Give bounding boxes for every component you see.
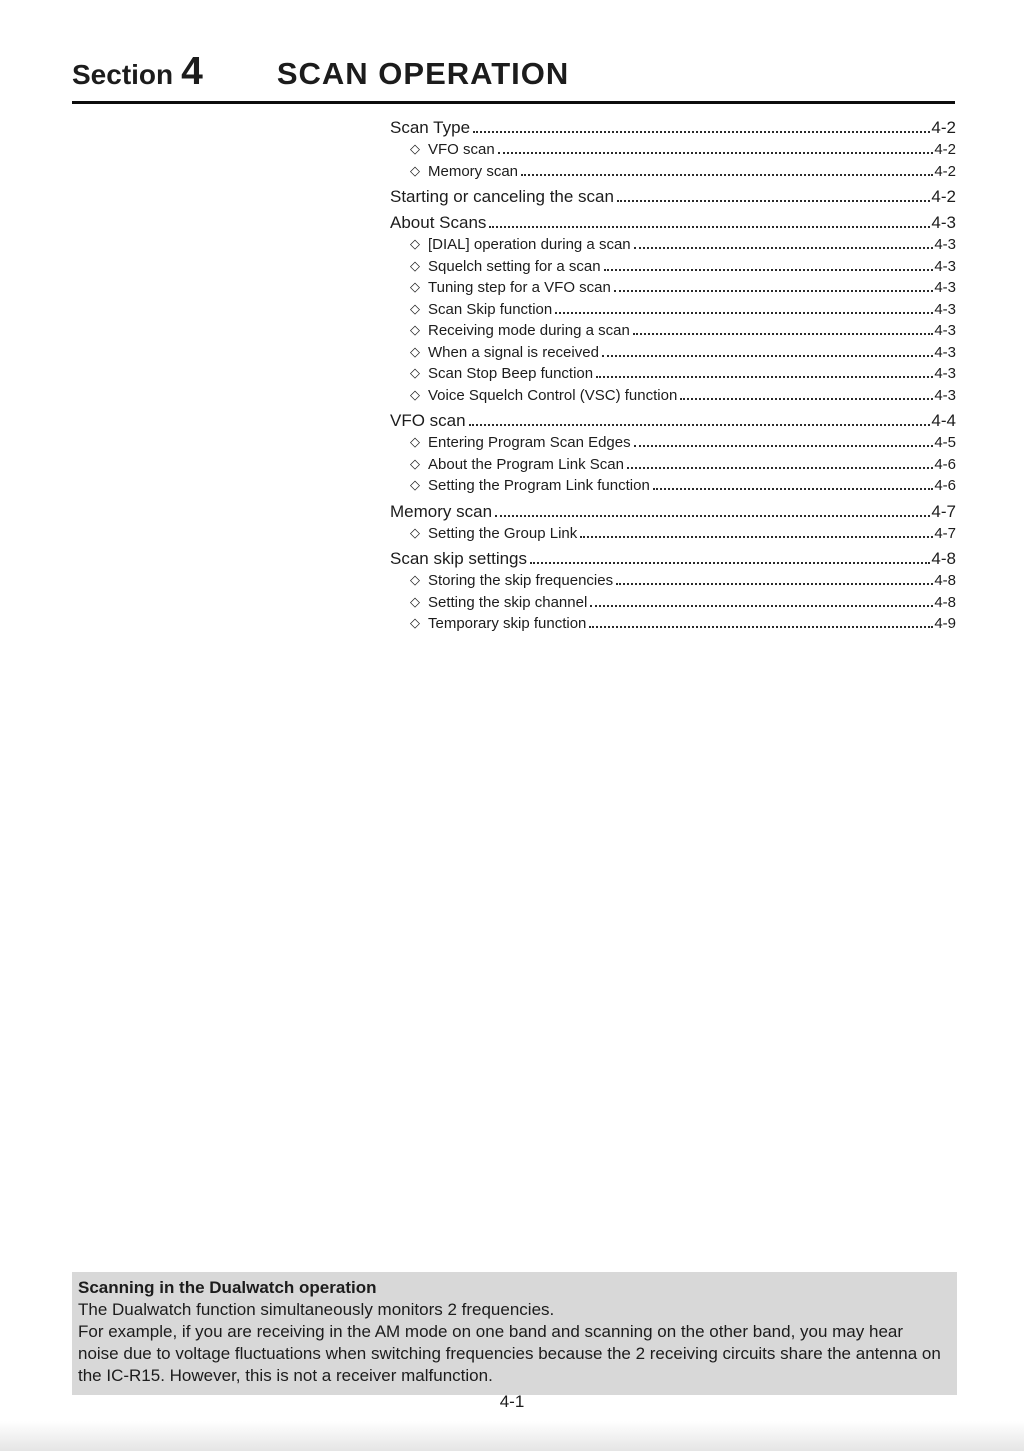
toc-entry bbox=[390, 454, 956, 476]
toc-entry-page: 4-3 bbox=[931, 213, 956, 232]
toc-entry-label: Memory scan bbox=[428, 162, 519, 180]
toc-entry bbox=[390, 410, 956, 432]
dotted-leader bbox=[680, 398, 933, 400]
diamond-bullet-icon: ◇ bbox=[410, 477, 420, 492]
dotted-leader bbox=[530, 562, 930, 564]
toc-entry-page: 4-2 bbox=[931, 187, 956, 206]
toc-entry-page: 4-2 bbox=[934, 141, 956, 158]
toc-entry bbox=[390, 299, 956, 321]
diamond-bullet-icon: ◇ bbox=[410, 279, 420, 294]
toc-entry-label: Temporary skip function bbox=[428, 615, 587, 632]
toc-entry-page: 4-4 bbox=[931, 411, 956, 430]
toc-entry-label: Starting or canceling the scan bbox=[390, 187, 614, 206]
diamond-bullet-icon: ◇ bbox=[410, 386, 420, 402]
toc-entry-label: VFO scan bbox=[428, 141, 495, 158]
dotted-leader bbox=[555, 312, 933, 314]
dotted-leader bbox=[498, 152, 934, 154]
toc-entry bbox=[390, 161, 956, 183]
note-line: The Dualwatch function simultaneously monitors 2 frequencies. bbox=[78, 1300, 555, 1319]
toc-entry bbox=[390, 363, 956, 385]
toc-entry bbox=[390, 475, 956, 497]
toc-entry-page: 4-8 bbox=[934, 593, 956, 611]
page-title: SCAN OPERATION bbox=[276, 56, 570, 91]
dotted-leader bbox=[653, 488, 934, 490]
diamond-bullet-icon: ◇ bbox=[410, 322, 420, 337]
toc-entry-page: 4-3 bbox=[934, 300, 956, 318]
section-header bbox=[72, 50, 955, 104]
toc-entry-page: 4-2 bbox=[934, 162, 956, 180]
toc-entry bbox=[390, 613, 956, 635]
toc-entry-label: Entering Program Scan Edges bbox=[428, 434, 631, 451]
toc-entry-label: [DIAL] operation during a scan bbox=[428, 236, 631, 253]
dotted-leader bbox=[616, 583, 933, 585]
toc-entry bbox=[390, 186, 956, 208]
toc-entry-page: 4-3 bbox=[934, 365, 956, 382]
dotted-leader bbox=[590, 605, 933, 607]
dotted-leader bbox=[521, 174, 933, 176]
diamond-bullet-icon: ◇ bbox=[410, 455, 420, 471]
diamond-bullet-icon: ◇ bbox=[410, 434, 420, 449]
diamond-bullet-icon: ◇ bbox=[410, 236, 420, 251]
diamond-bullet-icon: ◇ bbox=[410, 524, 420, 540]
diamond-bullet-icon: ◇ bbox=[410, 593, 420, 609]
footer-page-number: 4-1 bbox=[499, 1392, 525, 1411]
diamond-bullet-icon: ◇ bbox=[410, 365, 420, 380]
toc-entry bbox=[390, 277, 956, 299]
toc-entry-page: 4-3 bbox=[934, 343, 956, 361]
toc-entry-page: 4-5 bbox=[934, 434, 956, 451]
diamond-bullet-icon: ◇ bbox=[410, 343, 420, 359]
toc-entry-page: 4-8 bbox=[934, 572, 956, 589]
toc-entry bbox=[390, 432, 956, 454]
toc-entry bbox=[390, 570, 956, 592]
dotted-leader bbox=[633, 333, 934, 335]
toc-entry bbox=[390, 117, 956, 139]
table-of-contents bbox=[390, 117, 956, 635]
toc-entry-page: 4-2 bbox=[931, 118, 956, 137]
toc-entry-label: Scan Type bbox=[390, 118, 471, 137]
toc-entry-label: Setting the skip channel bbox=[428, 593, 588, 611]
toc-entry-label: Squelch setting for a scan bbox=[428, 257, 601, 275]
toc-entry-label: Scan Skip function bbox=[428, 300, 553, 318]
diamond-bullet-icon: ◇ bbox=[410, 257, 420, 273]
toc-entry-page: 4-7 bbox=[934, 524, 956, 542]
toc-entry-label: Receiving mode during a scan bbox=[428, 322, 630, 339]
toc-entry-page: 4-9 bbox=[934, 615, 956, 632]
section-number: 4 bbox=[181, 50, 203, 93]
toc-entry-label: About Scans bbox=[390, 213, 487, 232]
toc-entry-page: 4-3 bbox=[934, 257, 956, 275]
toc-entry bbox=[390, 139, 956, 161]
diamond-bullet-icon: ◇ bbox=[410, 572, 420, 587]
diamond-bullet-icon: ◇ bbox=[410, 300, 420, 316]
toc-entry-label: Setting the Program Link function bbox=[428, 477, 650, 494]
toc-entry bbox=[390, 592, 956, 614]
toc-entry-label: About the Program Link Scan bbox=[428, 455, 624, 473]
dualwatch-note-box bbox=[72, 1272, 957, 1395]
diamond-bullet-icon: ◇ bbox=[410, 162, 420, 178]
dotted-leader bbox=[589, 626, 933, 628]
dotted-leader bbox=[627, 467, 933, 469]
dotted-leader bbox=[495, 515, 930, 517]
toc-entry-label: Scan skip settings bbox=[390, 549, 528, 568]
toc-entry-page: 4-3 bbox=[934, 322, 956, 339]
dotted-leader bbox=[469, 424, 931, 426]
note-title: Scanning in the Dualwatch operation bbox=[78, 1278, 377, 1297]
toc-entry-label: When a signal is received bbox=[428, 343, 599, 361]
toc-entry-label: Setting the Group Link bbox=[428, 524, 578, 542]
toc-entry-page: 4-6 bbox=[934, 455, 956, 473]
toc-entry-label: Voice Squelch Control (VSC) function bbox=[428, 386, 678, 404]
toc-entry bbox=[390, 501, 956, 523]
dotted-leader bbox=[602, 355, 933, 357]
toc-entry-page: 4-7 bbox=[931, 501, 956, 521]
page-bottom-shade bbox=[0, 1421, 1024, 1451]
toc-entry-label: VFO scan bbox=[390, 411, 466, 430]
toc-entry-label: Memory scan bbox=[390, 501, 493, 521]
toc-entry bbox=[390, 342, 956, 364]
dotted-leader bbox=[634, 247, 934, 249]
dotted-leader bbox=[634, 445, 934, 447]
note-paragraph: For example, if you are receiving in the AM mode on one band and scanning on the other band, you may hear noise due to voltage fluctuations when switching frequencies because the 2 receiving circuits share the antenna on the IC-R15. However, this is not a receiver malfunction. bbox=[78, 1322, 941, 1385]
toc-entry bbox=[390, 320, 956, 342]
toc-entry-label: Storing the skip frequencies bbox=[428, 572, 614, 589]
section-label: Section bbox=[72, 59, 174, 90]
toc-entry-page: 4-8 bbox=[931, 549, 956, 568]
dotted-leader bbox=[604, 269, 934, 271]
dotted-leader bbox=[617, 200, 930, 202]
toc-entry bbox=[390, 385, 956, 407]
dotted-leader bbox=[580, 536, 933, 538]
toc-entry-page: 4-3 bbox=[934, 236, 956, 253]
toc-entry-label: Scan Stop Beep function bbox=[428, 365, 594, 382]
dotted-leader bbox=[596, 376, 933, 378]
toc-entry bbox=[390, 256, 956, 278]
dotted-leader bbox=[614, 290, 933, 292]
toc-entry bbox=[390, 212, 956, 234]
diamond-bullet-icon: ◇ bbox=[410, 141, 420, 156]
toc-entry bbox=[390, 548, 956, 570]
toc-entry bbox=[390, 234, 956, 256]
toc-entry-label: Tuning step for a VFO scan bbox=[428, 279, 611, 296]
toc-entry-page: 4-6 bbox=[934, 477, 956, 494]
dotted-leader bbox=[489, 226, 930, 228]
toc-entry bbox=[390, 523, 956, 545]
toc-entry-page: 4-3 bbox=[934, 386, 956, 404]
dotted-leader bbox=[473, 131, 930, 133]
toc-entry-page: 4-3 bbox=[934, 279, 956, 296]
diamond-bullet-icon: ◇ bbox=[410, 615, 420, 630]
